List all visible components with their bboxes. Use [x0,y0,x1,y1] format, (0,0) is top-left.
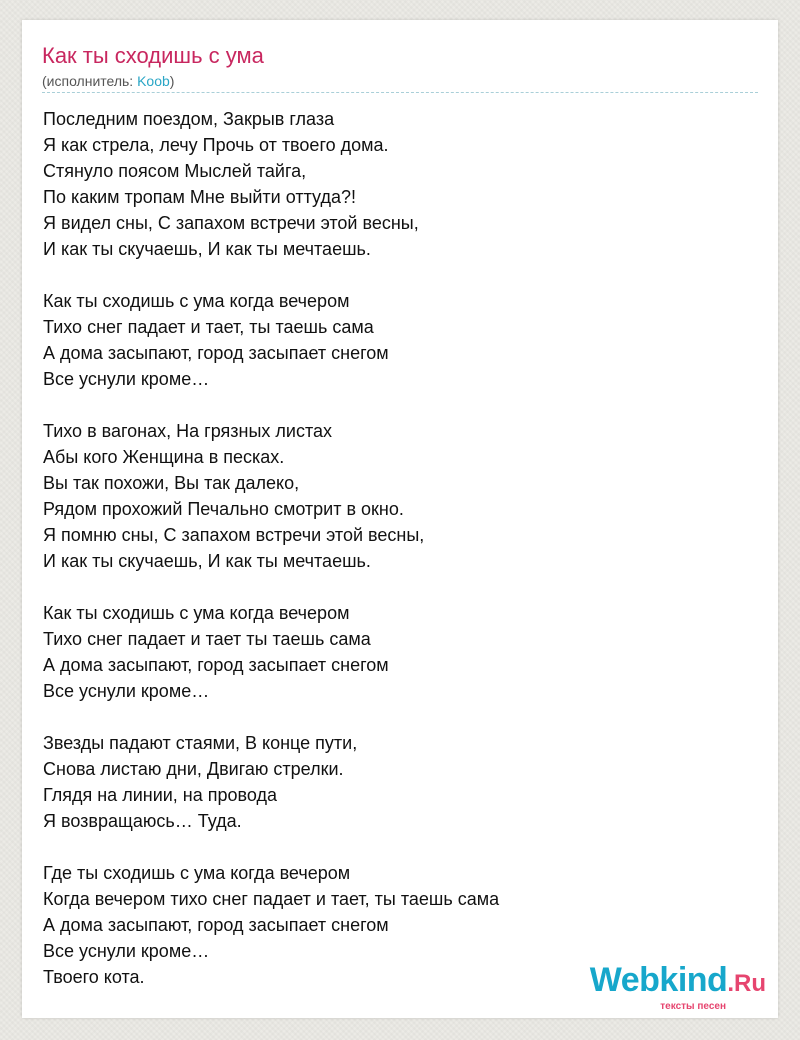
logo-word: Webkind [589,961,728,999]
lyric-line: А дома засыпают, город засыпает снегом [43,343,389,363]
lyric-line: Где ты сходишь с ума когда вечером [43,863,351,883]
stanza-break [43,834,759,860]
lyric-line: Последним поездом, Закрыв глаза [43,109,335,129]
lyric-line: А дома засыпают, город засыпает снегом [43,915,389,935]
lyric-line: Стянуло поясом Мыслей тайга, [43,161,307,181]
lyric-line: Когда вечером тихо снег падает и тает, ты таешь сама [43,889,500,909]
header-divider [42,92,758,93]
lyric-line: Все уснули кроме… [43,941,210,961]
lyric-line: Все уснули кроме… [43,681,210,701]
lyrics-card [22,20,778,1018]
stanza-break [43,704,759,730]
lyric-line: И как ты скучаешь, И как ты мечтаешь. [43,239,371,259]
lyric-line: Тихо в вагонах, На грязных листах [43,421,333,441]
stanza-break [43,392,759,418]
song-title: Как ты сходишь с ума [42,43,264,68]
lyric-line: Рядом прохожий Печально смотрит в окно. [43,499,404,519]
lyric-line: Глядя на линии, на провода [43,785,278,805]
lyric-line: Я помню сны, С запахом встречи этой весны, [43,525,425,545]
lyric-line: Звезды падают стаями, В конце пути, [43,733,358,753]
lyric-line: Вы так похожи, Вы так далеко, [43,473,300,493]
lyric-line: Все уснули кроме… [43,369,210,389]
artist-suffix: ) [169,73,175,89]
artist-prefix: (исполнитель: [42,73,138,89]
logo-tld: .Ru [727,970,766,997]
lyric-line: Твоего кота. [43,967,145,987]
lyric-line: Я видел сны, С запахом встречи этой весны, [43,213,419,233]
lyric-line: По каким тропам Мне выйти оттуда?! [43,187,356,207]
lyric-line: Как ты сходишь с ума когда вечером [43,603,350,623]
lyric-line: Абы кого Женщина в песках. [43,447,285,467]
stanza-break [43,262,759,288]
lyric-line: Снова листаю дни, Двигаю стрелки. [43,759,344,779]
artist-link[interactable]: Koob [137,73,170,89]
lyric-line: Я как стрела, лечу Прочь от твоего дома. [43,135,389,155]
logo-tagline: тексты песен [660,1001,726,1012]
lyric-line: Как ты сходишь с ума когда вечером [43,291,350,311]
lyric-line: И как ты скучаешь, И как ты мечтаешь. [43,551,371,571]
artist-line [42,72,174,90]
lyrics-body [43,106,759,990]
lyric-line: Я возвращаюсь… Туда. [43,811,242,831]
site-logo[interactable] [590,962,766,1012]
stanza-break [43,574,759,600]
lyric-line: А дома засыпают, город засыпает снегом [43,655,389,675]
lyric-line: Тихо снег падает и тает ты таешь сама [43,629,371,649]
logo-wordmark [590,962,766,1005]
lyric-line: Тихо снег падает и тает, ты таешь сама [43,317,374,337]
